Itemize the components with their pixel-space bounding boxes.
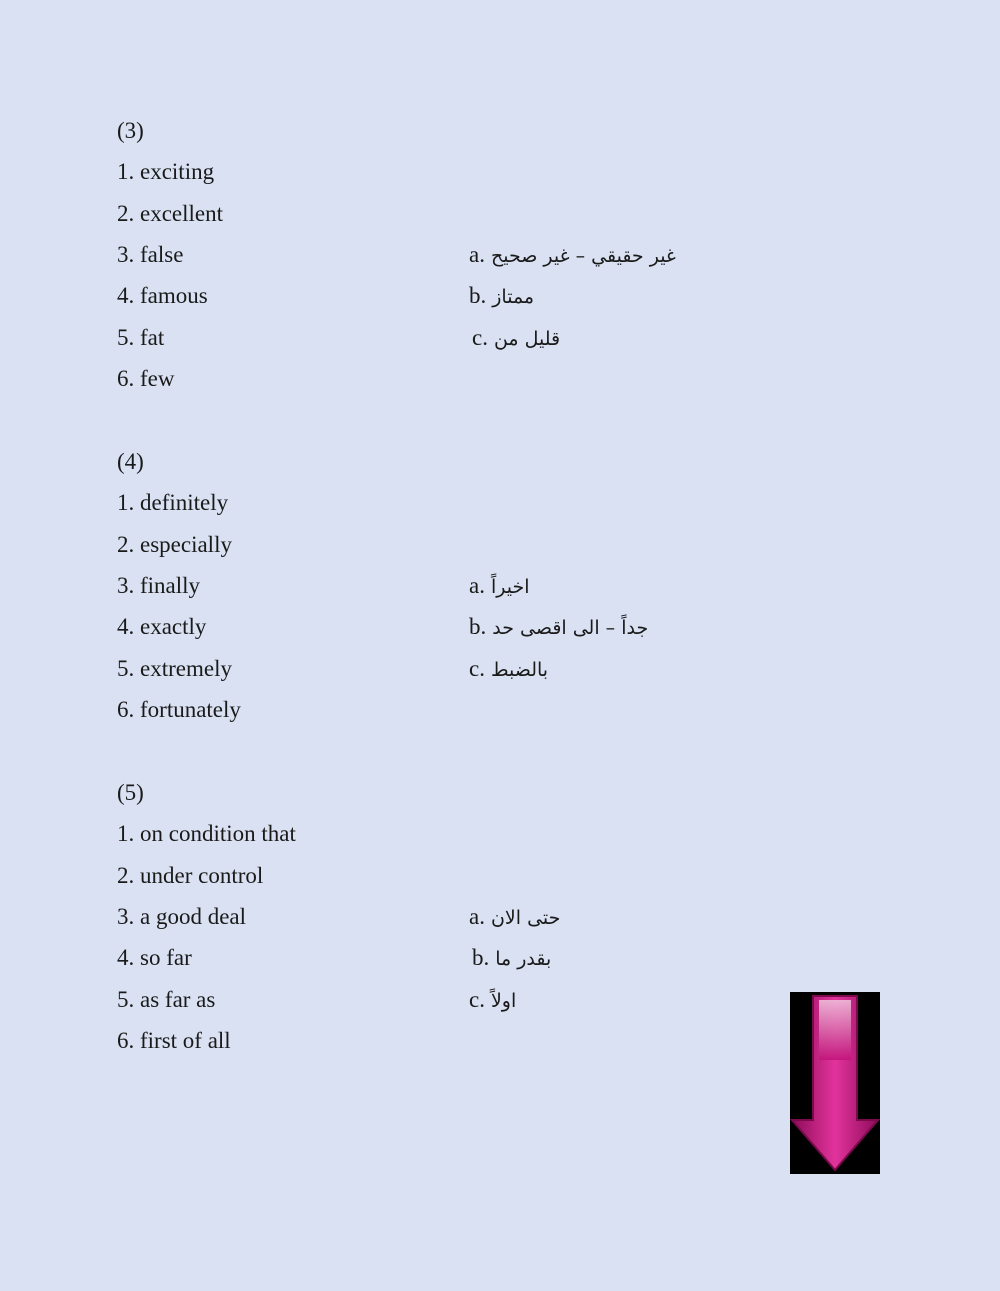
option-c: [469, 987, 516, 1014]
option-a: [469, 573, 530, 600]
option-a: [469, 904, 560, 931]
option-letter: a.: [469, 904, 485, 929]
word-item: 4. exactly: [117, 614, 207, 639]
option-letter: b.: [472, 945, 490, 970]
option-b: [472, 945, 551, 972]
word-item: 2. excellent: [117, 201, 224, 226]
option-letter: c.: [469, 656, 485, 681]
word-item: 3. finally: [117, 573, 201, 598]
option-arabic: غير حقيقي – غير صحيح: [490, 245, 676, 267]
word-item: 4. famous: [117, 283, 208, 308]
next-page-arrow-button[interactable]: [790, 992, 880, 1174]
option-letter: b.: [469, 283, 487, 308]
option-a: [469, 242, 676, 269]
word-item: 3. false: [117, 242, 184, 267]
word-item: 6. fortunately: [117, 697, 241, 722]
option-letter: c.: [469, 987, 485, 1012]
word-item: 3. a good deal: [117, 904, 247, 929]
option-arabic: اخيراً: [490, 576, 530, 598]
option-arabic: جداً – الى اقصى حد: [492, 617, 649, 639]
word-item: 4. so far: [117, 945, 192, 970]
word-item: 1. on condition that: [117, 821, 296, 846]
option-arabic: ممتاز: [492, 286, 535, 308]
word-item: 5. as far as: [117, 987, 216, 1012]
option-b: [469, 614, 648, 641]
option-arabic: حتى الان: [490, 907, 561, 929]
word-item: 6. first of all: [117, 1028, 231, 1053]
option-arabic: بالضبط: [490, 659, 549, 681]
option-letter: c.: [472, 325, 488, 350]
word-item: 1. definitely: [117, 490, 229, 515]
option-c: [472, 325, 560, 352]
word-item: 5. extremely: [117, 656, 232, 681]
section-title: (5): [117, 780, 144, 805]
word-item: 5. fat: [117, 325, 165, 350]
word-item: 2. especially: [117, 532, 232, 557]
option-letter: a.: [469, 242, 485, 267]
option-letter: a.: [469, 573, 485, 598]
option-letter: b.: [469, 614, 487, 639]
option-b: [469, 283, 534, 310]
option-arabic: اولاً: [490, 990, 517, 1012]
section-title: (3): [117, 118, 144, 143]
word-item: 2. under control: [117, 863, 264, 888]
section-title: (4): [117, 449, 144, 474]
option-arabic: قليل من: [493, 328, 561, 350]
option-arabic: بقدر ما: [495, 948, 552, 970]
word-item: 1. exciting: [117, 159, 215, 184]
word-item: 6. few: [117, 366, 175, 391]
down-arrow-icon: [790, 992, 880, 1174]
option-c: [469, 656, 548, 683]
